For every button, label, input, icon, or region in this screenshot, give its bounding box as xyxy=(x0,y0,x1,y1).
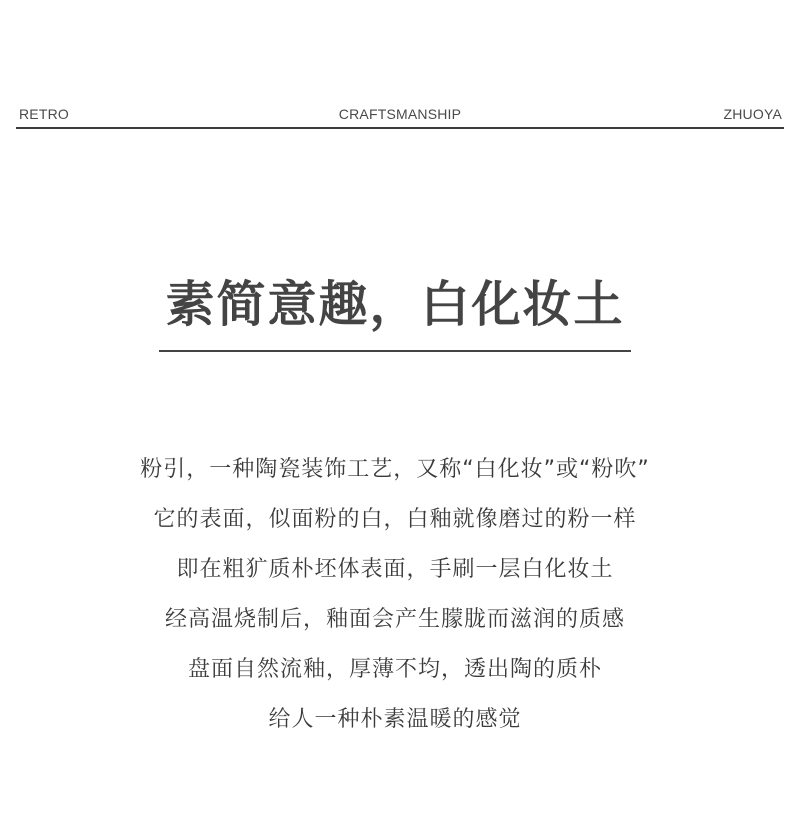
header-left-label: RETRO xyxy=(19,106,69,122)
page-title: 素简意趣，白化妆土 xyxy=(165,276,625,333)
description-line-4: 经高温烧制后，釉面会产生朦胧而滋润的质感 xyxy=(164,607,625,632)
description-text xyxy=(0,452,790,752)
header-right-label: ZHUOYA xyxy=(723,106,782,122)
header-divider xyxy=(16,127,784,129)
description-line-2: 它的表面，似面粉的白，白釉就像磨过的粉一样 xyxy=(153,507,637,532)
description-line-3: 即在粗犷质朴坯体表面，手刷一层白化妆土 xyxy=(176,557,614,582)
description-line-1: 粉引，一种陶瓷装饰工艺，又称“白化妆”或“粉吹” xyxy=(140,457,650,482)
description-line-5: 盘面自然流釉，厚薄不均，透出陶的质朴 xyxy=(187,657,602,682)
title-underline xyxy=(159,350,631,352)
header-bar xyxy=(16,104,784,130)
header-center-label: CRAFTSMANSHIP xyxy=(338,106,462,122)
description-line-6: 给人一种朴素温暖的感觉 xyxy=(268,707,522,732)
